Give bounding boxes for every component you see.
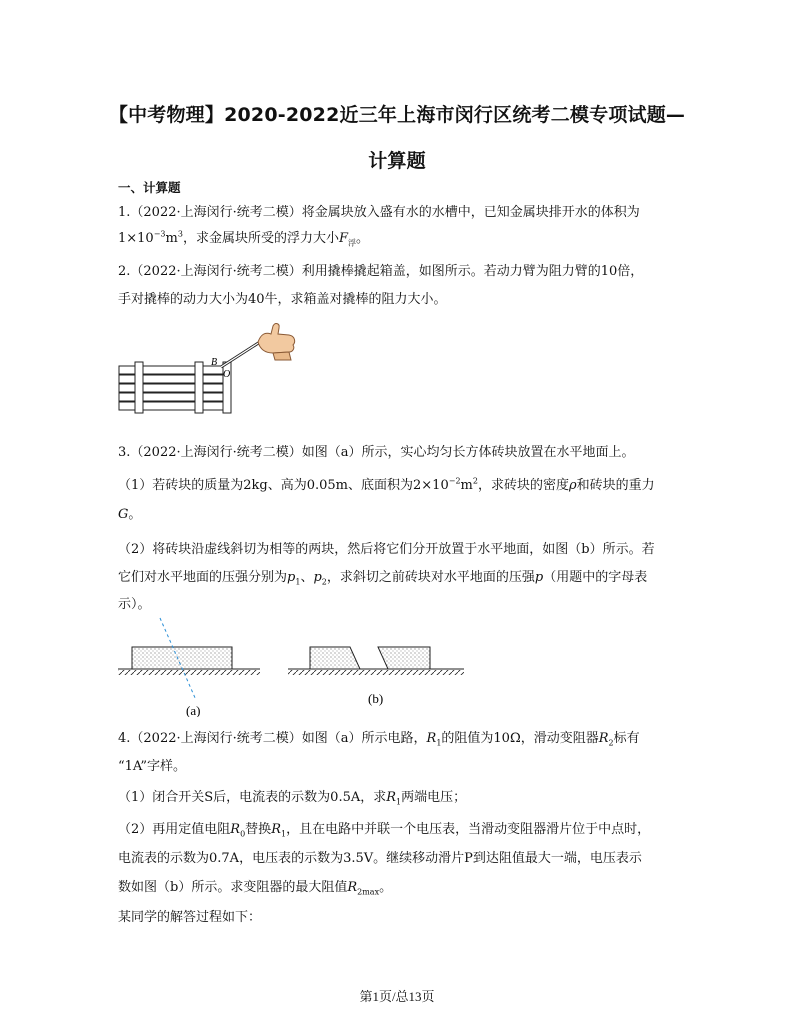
q3-line1: 3.（2022·上海闵行·统考二模）如图（a）所示，实心均匀长方体砖块放置在水平地面上。: [118, 445, 635, 460]
q2-line1: 2.（2022·上海闵行·统考二模）利用撬棒撬起箱盖，如图所示。若动力臂为阻力臂的10倍，: [118, 264, 644, 279]
brick-b-right: [378, 647, 430, 669]
label-O: O: [223, 369, 231, 380]
q3-part1-line2: G。: [118, 507, 142, 522]
label-a: (a): [186, 703, 201, 717]
q4-part2-line3: 数如图（b）所示。求变阻器的最大阻值$R_{2max}$。: [118, 880, 393, 897]
page-footer: 第1页/总13页: [359, 989, 435, 1004]
brick-figure: [110, 612, 480, 717]
q4-part1: （1）闭合开关S后，电流表的示数为0.5A，求$R_1$两端电压；: [118, 790, 467, 807]
section-heading: 一、计算题: [118, 180, 181, 195]
crate-lever-figure: [115, 320, 305, 415]
q4-line2: “1A”字样。: [118, 759, 187, 774]
brick-a: [132, 647, 232, 669]
brick-b-left: [310, 647, 360, 669]
page-title-line2: 计算题: [368, 150, 426, 172]
q3-part2-line1: （2）将砖块沿虚线斜切为相等的两块，然后将它们分开放置于水平地面，如图（b）所示。若: [118, 542, 655, 557]
q3-part2-line3: 示）。: [118, 597, 151, 612]
q3-part1-line1: （1）若砖块的质量为2kg、高为0.05m、底面积为$2\times 10^{-2}m^2$，求砖块的密度ρ和砖块的重力: [118, 476, 655, 493]
q4-last-line: 某同学的解答过程如下：: [118, 910, 262, 925]
q1-line2: $1\times 10^{-3}m^3$，求金属块所受的浮力大小$F_浮$。: [118, 229, 369, 248]
crate-post: [195, 362, 203, 413]
label-b: (b): [368, 691, 384, 706]
q4-part2-line2: 电流表的示数为0.7A，电压表的示数为3.5V。继续移动滑片P到达阻值最大一端，电压表示: [118, 851, 642, 866]
crate-post: [135, 362, 143, 413]
hand-icon: [258, 324, 295, 360]
label-B: B: [211, 357, 218, 368]
q4-line1: 4.（2022·上海闵行·统考二模）如图（a）所示电路，$R_1$的阻值为10Ω，滑动变阻器$R_2$标有: [118, 731, 640, 748]
q2-line2: 手对撬棒的动力大小为40牛，求箱盖对撬棒的阻力大小。: [118, 292, 447, 307]
q3-part2-line2: 它们对水平地面的压强分别为$p_1$、$p_2$，求斜切之前砖块对水平地面的压强p（用题中的字母表: [118, 570, 648, 587]
q4-part2-line1: （2）再用定值电阻$R_0$替换$R_1$，且在电路中并联一个电压表，当滑动变阻器滑片位于中点时，: [118, 822, 651, 839]
page-title-line1: 【中考物理】2020-2022近三年上海市闵行区统考二模专项试题—: [108, 104, 686, 126]
q1-line1: 1.（2022·上海闵行·统考二模）将金属块放入盛有水的水槽中，已知金属块排开水的体积为: [118, 205, 640, 220]
